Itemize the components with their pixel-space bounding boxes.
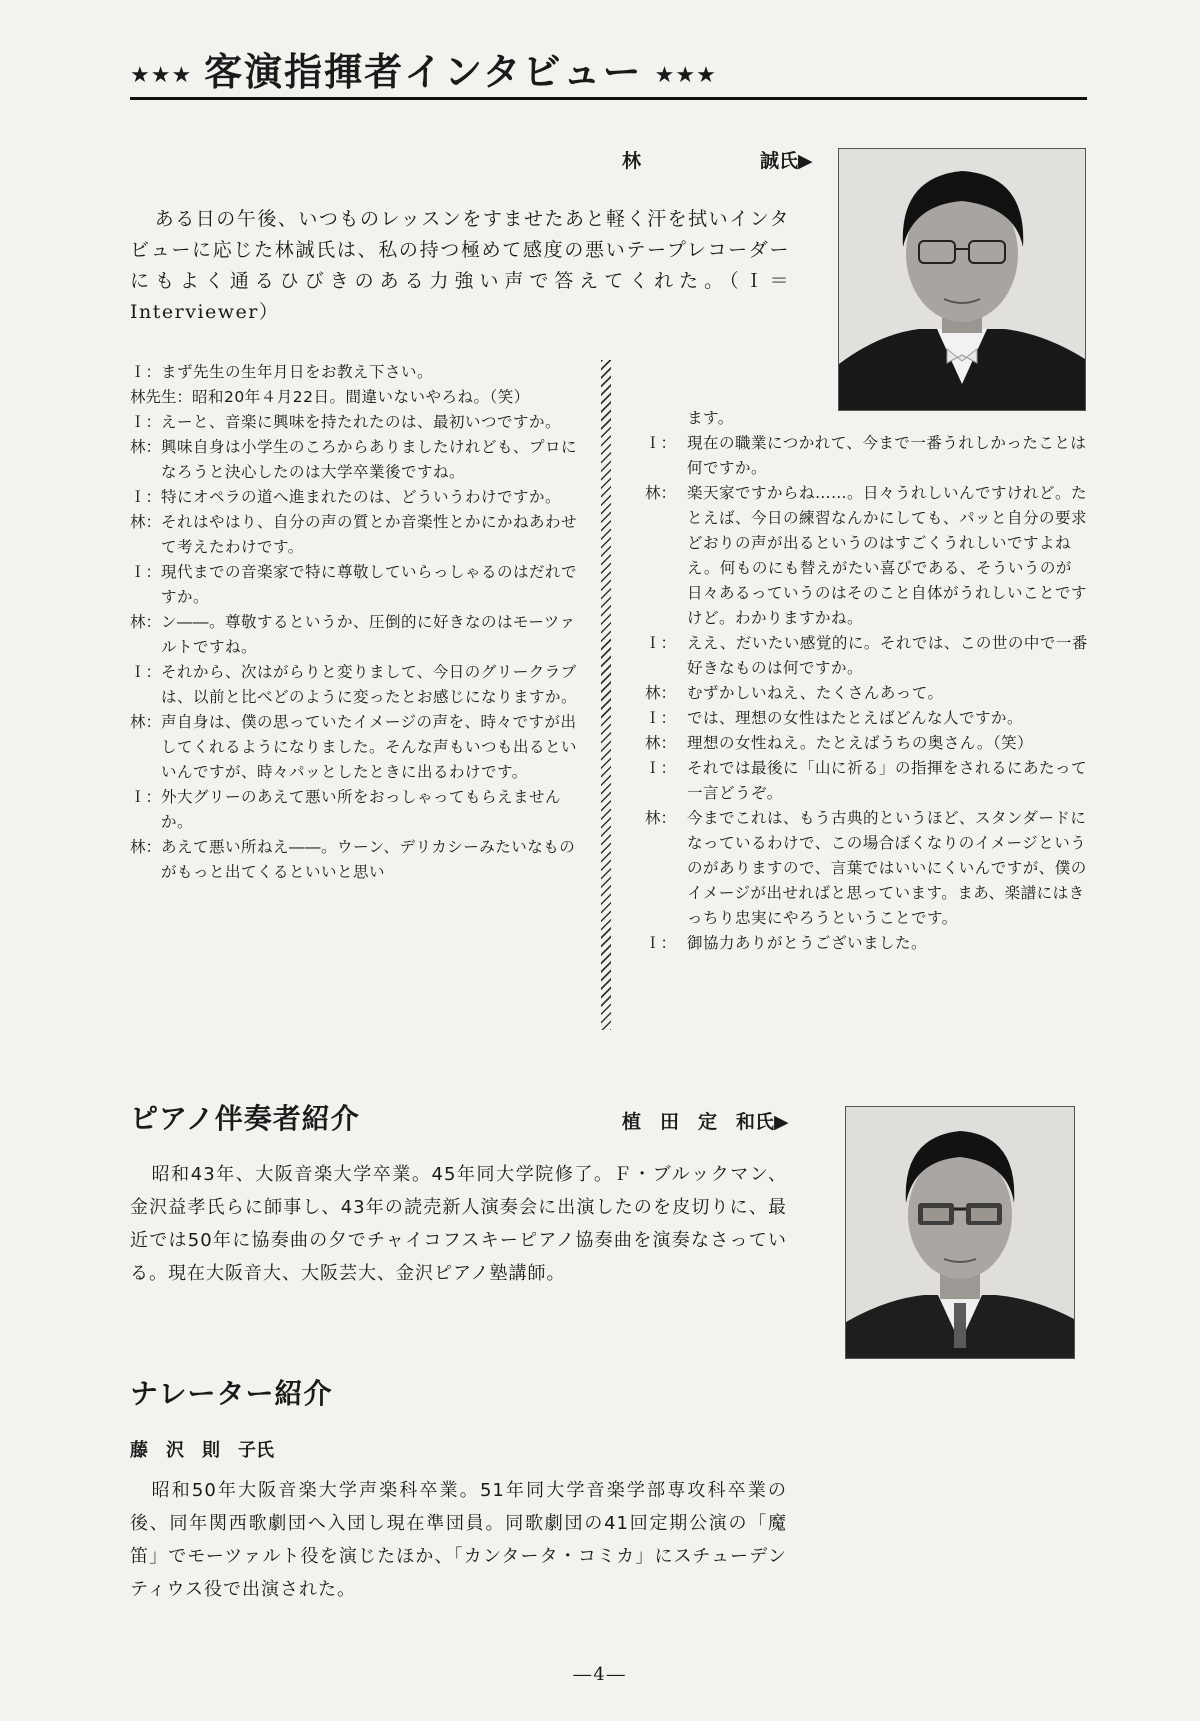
speaker-label: Ｉ： (130, 363, 162, 381)
qa-text: それはやはり、自分の声の質とか音楽性とかにかねあわせて考えたわけです。 (161, 513, 578, 556)
pianist-bio: 昭和43年、大阪音楽大学卒業。45年同大学院修了。Ｆ・ブルックマン、金沢益孝氏らに師事し、43年の読売新人演奏会に出演したのを皮切りに、最近では50年に協奏曲の夕でチャイコフスキーピアノ協奏曲を演奏なさっている。現在大阪音大、大阪芸大、金沢ピアノ塾講師。 (130, 1164, 787, 1284)
star-ornament-right: ★★★ (654, 63, 717, 88)
qa-text: 御協力ありがとうございました。 (687, 934, 928, 952)
speaker-label (645, 406, 687, 431)
conductor-portrait (838, 148, 1086, 411)
speaker-label: Ｉ： (645, 759, 677, 777)
interview-column-left (130, 360, 580, 885)
speaker-label: 林： (130, 438, 162, 456)
qa-text: 特にオペラの道へ進まれたのは、どういうわけですか。 (161, 488, 562, 506)
qa-row (645, 731, 1100, 756)
qa-row (645, 681, 1100, 706)
speaker-label: 林： (645, 684, 677, 702)
speaker-label: Ｉ： (130, 663, 162, 681)
qa-text: それから、次はがらりと変りまして、今日のグリークラブは、以前と比べどのように変ったとお感じになりますか。 (161, 663, 578, 706)
qa-row (130, 485, 580, 510)
interview-column-right (645, 406, 1100, 956)
speaker-label: Ｉ： (130, 563, 162, 581)
qa-text: むずかしいねえ、たくさんあって。 (687, 684, 944, 702)
speaker-label: 林： (130, 713, 162, 731)
speaker-label: Ｉ： (645, 709, 677, 727)
qa-row (130, 510, 580, 560)
qa-row (645, 756, 1100, 806)
header-rule (130, 97, 1087, 100)
column-divider (601, 360, 611, 1030)
qa-row (130, 360, 580, 385)
star-ornament-left: ★★★ (130, 63, 193, 88)
pianist-name: 植 田 定 和氏▶ (622, 1111, 789, 1133)
qa-row (645, 431, 1100, 481)
speaker-label: 林先生： (130, 388, 193, 406)
qa-text: ます。 (687, 409, 734, 427)
qa-row (130, 610, 580, 660)
conductor-name-given: 誠氏▶ (760, 150, 813, 172)
interview-intro: ある日の午後、いつものレッスンをすませたあと軽く汗を拭いインタビューに応じた林誠氏は、私の持つ極めて感度の悪いテープレコーダーにもよく通るひびきのある力強い声で答えてくれた。（Ｉ＝Interviewer） (130, 208, 790, 323)
qa-row (130, 835, 580, 885)
speaker-label: Ｉ： (645, 434, 677, 452)
qa-text: あえて悪い所ねえ――。ウーン、デリカシーみたいなものがもっと出てくるといいと思い (161, 838, 576, 881)
speaker-label: 林： (645, 809, 677, 827)
speaker-label: 林： (645, 734, 677, 752)
narrator-name: 藤 沢 則 子氏 (130, 1440, 274, 1461)
speaker-label: Ｉ： (130, 413, 162, 431)
qa-text: えーと、音楽に興味を持たれたのは、最初いつですか。 (161, 413, 562, 431)
pianist-section-title: ピアノ伴奏者紹介 (130, 1102, 360, 1135)
speaker-label: Ｉ： (130, 788, 162, 806)
page-header (130, 40, 1090, 96)
qa-text: それでは最後に「山に祈る」の指揮をされるにあたって一言どうぞ。 (687, 759, 1088, 802)
qa-text: 現在の職業につかれて、今まで一番うれしかったことは何ですか。 (687, 434, 1087, 477)
pianist-portrait-image (846, 1107, 1074, 1358)
qa-text: 昭和20年４月22日。間違いないやろね。（笑） (192, 388, 530, 406)
qa-row (645, 406, 1100, 431)
narrator-section-title: ナレーター紹介 (130, 1377, 333, 1410)
speaker-label: Ｉ： (645, 634, 677, 652)
page-number: ―4― (573, 1664, 627, 1685)
narrator-bio: 昭和50年大阪音楽大学声楽科卒業。51年同大学音楽学部専攻科卒業の後、同年関西歌劇団へ入団し現在準団員。同歌劇団の41回定期公演の「魔笛」でモーツァルト役を演じたほか、「カンタータ・コミカ」にスチューデンティウス役で出演された。 (130, 1480, 787, 1600)
conductor-portrait-image (839, 149, 1085, 410)
speaker-label: Ｉ： (130, 488, 162, 506)
qa-text: 興味自身は小学生のころからありましたけれども、プロになろうと決心したのは大学卒業後ですね。 (161, 438, 578, 481)
qa-row (130, 435, 580, 485)
qa-row (645, 931, 1100, 956)
qa-text: ええ、だいたい感覚的に。それでは、この世の中で一番好きなものは何ですか。 (687, 634, 1088, 677)
qa-text: 外大グリーのあえて悪い所をおっしゃってもらえませんか。 (161, 788, 562, 831)
speaker-label: 林： (130, 613, 162, 631)
qa-row (645, 706, 1100, 731)
qa-text: 現代までの音楽家で特に尊敬していらっしゃるのはだれですか。 (161, 563, 578, 606)
qa-text: ン――。尊敬するというか、圧倒的に好きなのはモーツァルトですね。 (161, 613, 576, 656)
qa-row (130, 410, 580, 435)
qa-text: 楽天家ですからね……。日々うれしいんですけれど。たとえば、今日の練習なんかにしても、パッと自分の要求どおりの声が出るというのはすごくうれしいですよねえ。何ものにも替えがたい喜びである、そういうのが日々あるっていうのはそのこと自体がうれしいことですけど。わかりますかね。 (687, 484, 1088, 627)
page-title: 客演指揮者インタビュー (204, 50, 643, 94)
qa-row (645, 806, 1100, 931)
speaker-label: 林： (645, 484, 677, 502)
qa-row (130, 785, 580, 835)
speaker-label: 林： (130, 513, 162, 531)
qa-text: 声自身は、僕の思っていたイメージの声を、時々ですが出してくれるようになりました。そんな声もいつも出るといいんですが、時々パッとしたときに出るわけです。 (161, 713, 578, 781)
qa-row (130, 560, 580, 610)
speaker-label: Ｉ： (645, 934, 677, 952)
qa-row (130, 385, 580, 410)
pianist-portrait (845, 1106, 1075, 1359)
qa-row (130, 710, 580, 785)
qa-text: 理想の女性ねえ。たとえばうちの奥さん。（笑） (687, 734, 1034, 752)
qa-row (645, 631, 1100, 681)
qa-row (645, 481, 1100, 631)
qa-row (130, 660, 580, 710)
qa-text: まず先生の生年月日をお教え下さい。 (161, 363, 434, 381)
qa-text: 今までこれは、もう古典的というほど、スタンダードになっているわけで、この場合ぼくなりのイメージというのがありますので、言葉ではいいにくいんですが、僕のイメージが出せればと思っています。まあ、楽譜にはきっちり忠実にやろうということです。 (687, 809, 1087, 927)
conductor-name-family: 林 (622, 150, 642, 172)
speaker-label: 林： (130, 838, 162, 856)
qa-text: では、理想の女性はたとえばどんな人ですか。 (687, 709, 1024, 727)
